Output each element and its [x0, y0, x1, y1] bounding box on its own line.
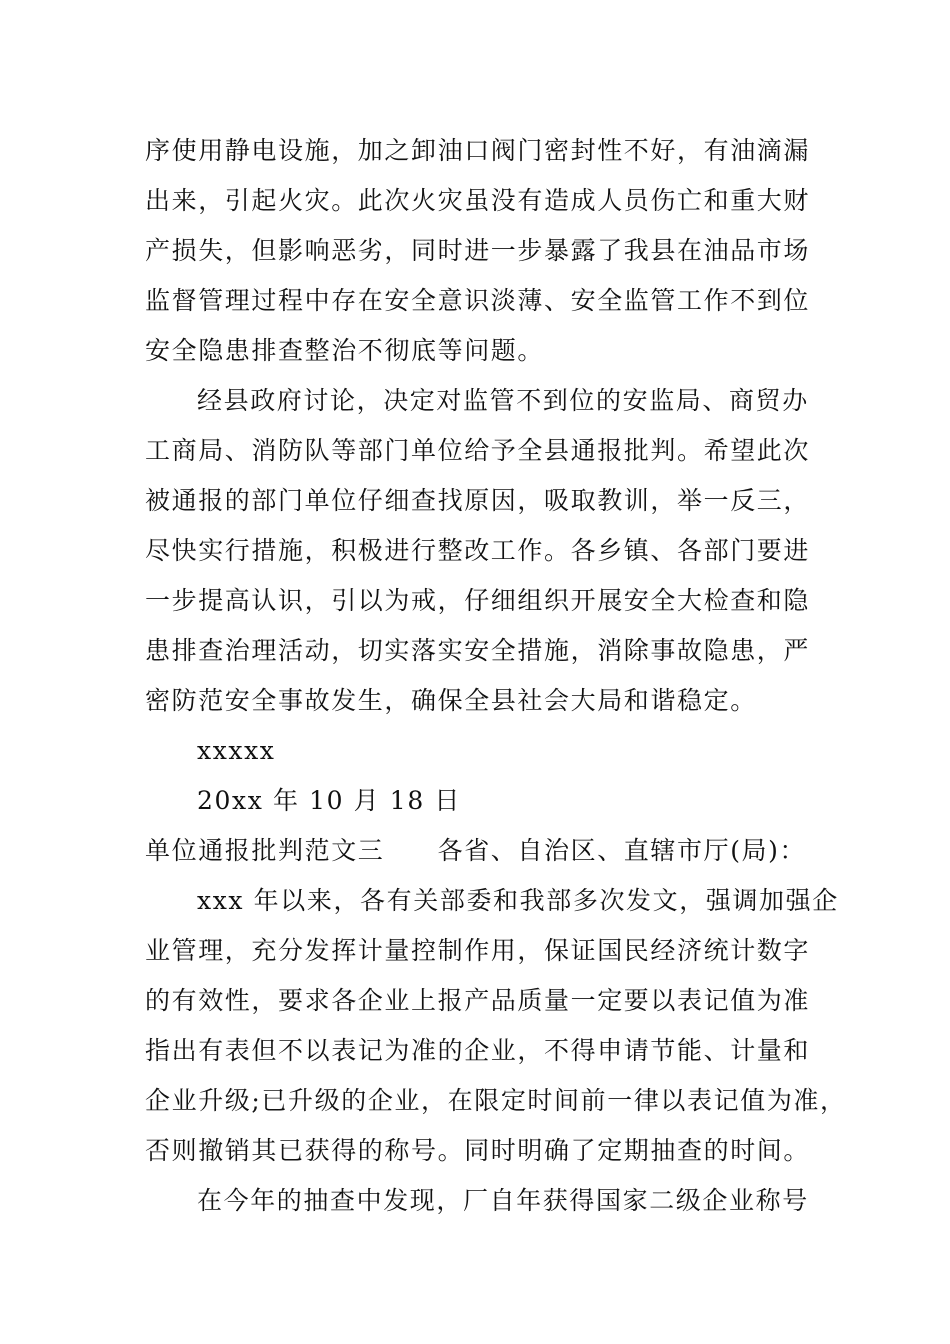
- date-line: 20xx 年 10 月 18 日: [197, 786, 461, 815]
- text-line: 一步提高认识，引以为戒，仔细组织开展安全大检查和隐: [145, 586, 811, 615]
- text-line: 密防范安全事故发生，确保全县社会大局和谐稳定。: [145, 686, 757, 715]
- text-line: 监督管理过程中存在安全意识淡薄、安全监管工作不到位: [145, 286, 811, 315]
- text-line: 尽快实行措施，积极进行整改工作。各乡镇、各部门要进: [145, 536, 811, 565]
- paragraph-first-line: xxx 年以来，各有关部委和我部多次发文，强调加强企: [197, 886, 839, 915]
- section-heading: 单位通报批判范文三 各省、自治区、直辖市厅(局)：: [145, 836, 807, 865]
- text-line: 否则撤销其已获得的称号。同时明确了定期抽查的时间。: [145, 1136, 811, 1165]
- text-line: 安全隐患排查整治不彻底等问题。: [145, 336, 545, 365]
- text-line: 被通报的部门单位仔细查找原因，吸取教训，举一反三，: [145, 486, 811, 515]
- paragraph-first-line: 在今年的抽查中发现，厂自年获得国家二级企业称号: [197, 1186, 809, 1215]
- text-line: 患排查治理活动，切实落实安全措施，消除事故隐患，严: [145, 636, 811, 665]
- text-line: 工商局、消防队等部门单位给予全县通报批判。希望此次: [145, 436, 811, 465]
- text-line: 指出有表但不以表记为准的企业，不得申请节能、计量和: [145, 1036, 811, 1065]
- text-line: 序使用静电设施，加之卸油口阀门密封性不好，有油滴漏: [145, 136, 811, 165]
- text-line: 产损失，但影响恶劣，同时进一步暴露了我县在油品市场: [145, 236, 811, 265]
- text-line: 出来，引起火灾。此次火灾虽没有造成人员伤亡和重大财: [145, 186, 811, 215]
- text-line: 企业升级;已升级的企业，在限定时间前一律以表记值为准，: [145, 1086, 847, 1115]
- signature-line: xxxxx: [197, 736, 276, 765]
- paragraph-first-line: 经县政府讨论，决定对监管不到位的安监局、商贸办: [197, 386, 809, 415]
- text-line: 业管理，充分发挥计量控制作用，保证国民经济统计数字: [145, 936, 811, 965]
- text-line: 的有效性，要求各企业上报产品质量一定要以表记值为准: [145, 986, 811, 1015]
